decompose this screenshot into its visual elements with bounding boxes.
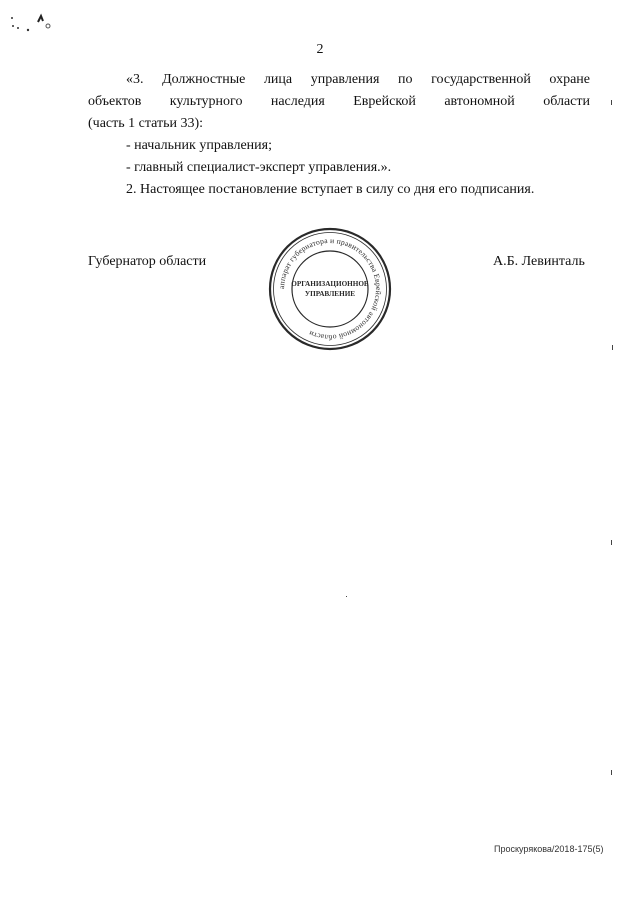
clause-3-line-1: «3. Должностные лица управления по государственной охране [126,72,590,87]
footer-document-code: Проскурякова/2018-175(5) [494,844,604,854]
list-item: - начальник управления; [126,138,272,153]
signature-name: А.Б. Левинталь [493,254,585,269]
scan-speck [612,345,613,350]
official-seal [266,225,394,353]
page-number: 2 [316,42,324,57]
scan-speck [611,100,612,105]
scan-speck [346,596,347,597]
seal-graphic [266,225,394,353]
clause-3-line-2: объектов культурного наследия Еврейской автономной области [88,94,590,109]
scan-artifact-marks [8,12,58,36]
scan-speck [611,770,612,775]
clause-3-line-3: (часть 1 статьи 33): [88,116,204,131]
svg-text:УПРАВЛЕНИЕ: УПРАВЛЕНИЕ [304,290,356,298]
list-item: - главный специалист-эксперт управления.». [126,160,392,175]
scan-speck [611,540,612,545]
clause-2: 2. Настоящее постановление вступает в силу со дня его подписания. [126,182,535,197]
svg-text:аппарат губернатора и правител: аппарат губернатора и правительства Еврейской автономной области [276,235,384,343]
signature-title: Губернатор области [88,254,207,269]
svg-text:ОРГАНИЗАЦИОННОЕ: ОРГАНИЗАЦИОННОЕ [291,280,369,288]
